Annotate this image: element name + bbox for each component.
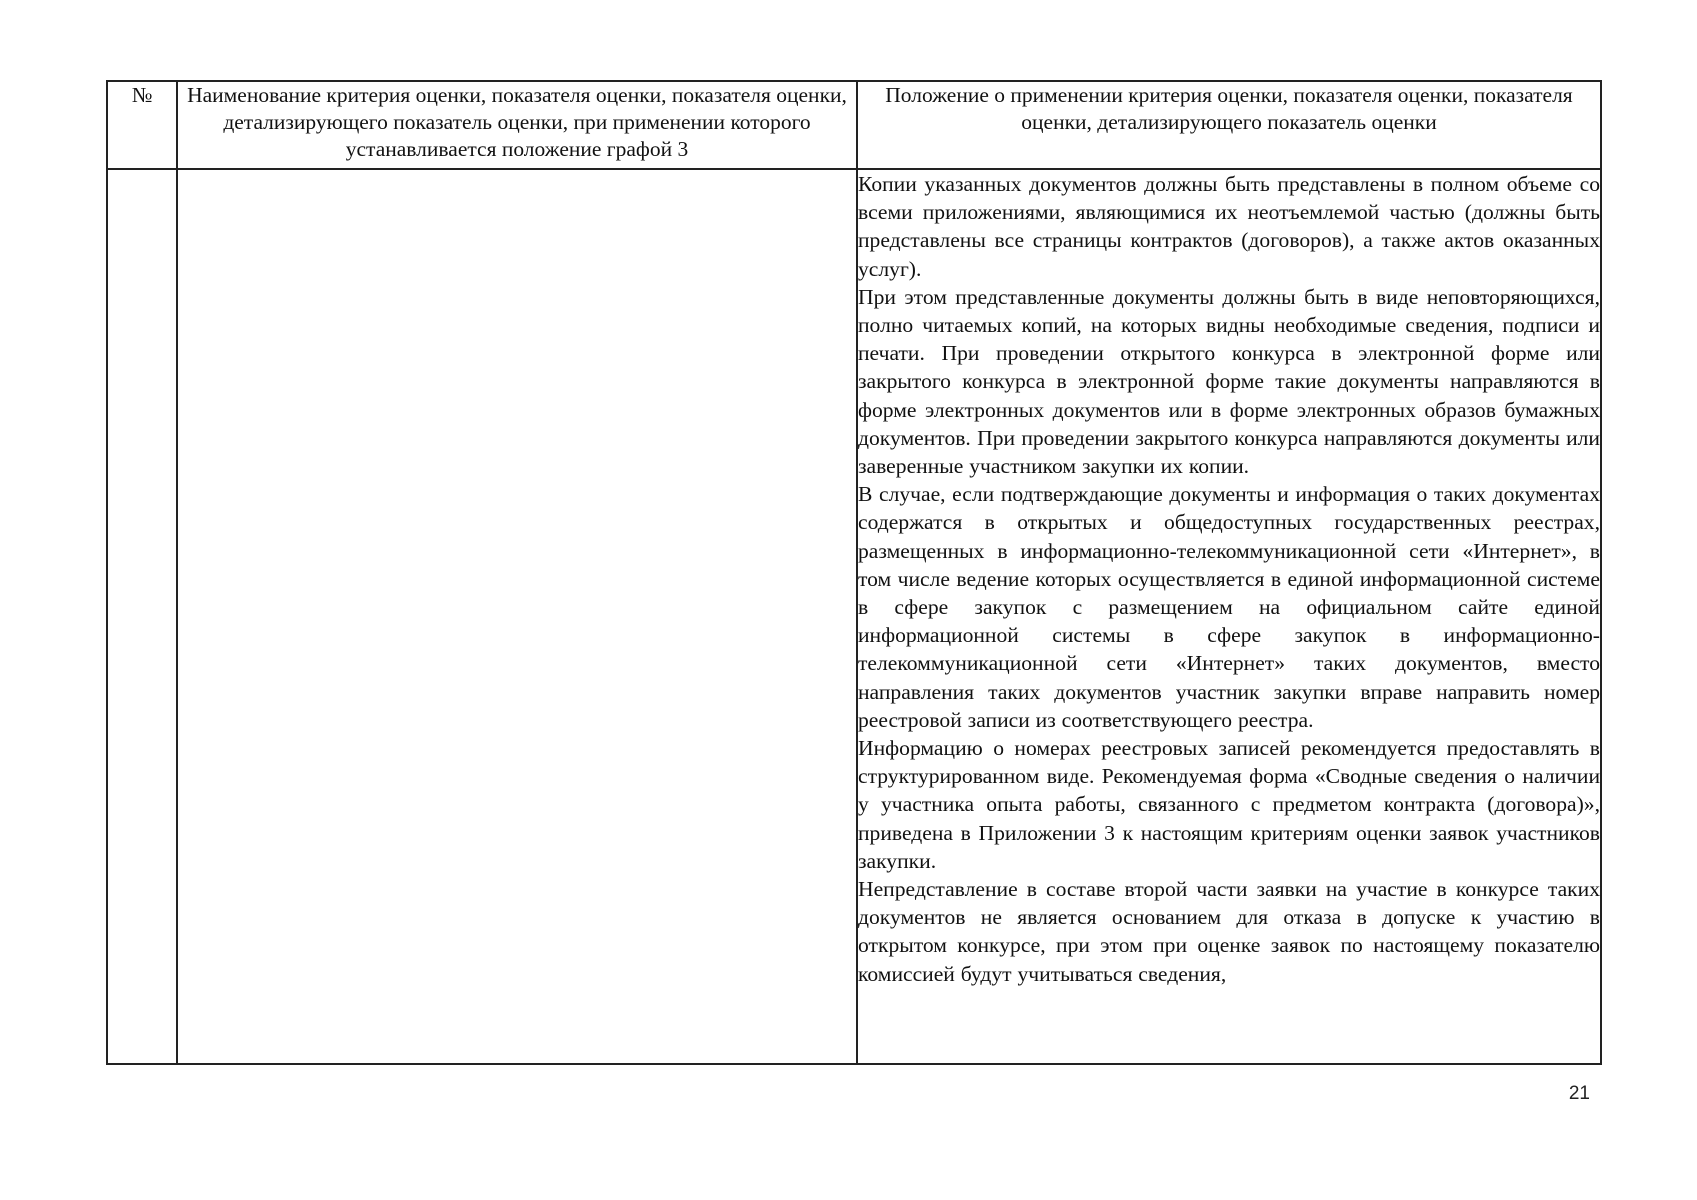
page-number: 21	[1568, 1083, 1590, 1104]
position-paragraph: Непредставление в составе второй части заявки на участие в конкурсе таких документов не является основанием для отказа в допуске к участию в открытом конкурсе, при этом при оценке заявок по настоящему показателю комиссией будут учитываться сведения,	[858, 877, 1600, 986]
header-number: №	[107, 81, 177, 169]
header-criterion-name: Наименование критерия оценки, показателя оценки, показателя оценки, детализирующего показатель оценки, при применении которого устанавливается положение графой 3	[177, 81, 857, 169]
table-row	[107, 169, 1601, 1064]
position-paragraph: Копии указанных документов должны быть представлены в полном объеме со всеми приложениями, являющимися их неотъемлемой частью (должны быть представлены все страницы контрактов (договоров), а также актов оказанных услуг).	[858, 172, 1600, 281]
table-header-row	[107, 81, 1601, 169]
criteria-table	[106, 80, 1602, 1065]
row-position-cell	[857, 169, 1601, 1064]
row-criterion-name-cell	[177, 169, 857, 1064]
position-paragraph: При этом представленные документы должны быть в виде неповторяющихся, полно читаемых копий, на которых видны необходимые сведения, подписи и печати. При проведении открытого конкурса в электронной форме или закрытого конкурса в электронной форме такие документы направляются в форме электронных документов или в форме электронных образов бумажных документов. При проведении закрытого конкурса направляются документы или заверенные участником закупки их копии.	[858, 284, 1600, 479]
header-position: Положение о применении критерия оценки, показателя оценки, показателя оценки, детализирующего показатель оценки	[857, 81, 1601, 169]
position-paragraph: Информацию о номерах реестровых записей рекомендуется предоставлять в структурированном виде. Рекомендуемая форма «Сводные сведения о наличии у участника опыта работы, связанного с предметом контракта (договора)», приведена в Приложении 3 к настоящим критериям оценки заявок участников закупки.	[858, 736, 1600, 873]
position-paragraph: В случае, если подтверждающие документы и информация о таких документах содержатся в открытых и общедоступных государственных реестрах, размещенных в информационно-телекоммуникационной сети «Интернет», в том числе ведение которых осуществляется в единой информационной системе в сфере закупок с размещением на официальном сайте единой информационной системы в сфере закупок в информационно-телекоммуникационной сети «Интернет» таких документов, вместо направления таких документов участник закупки вправе направить номер реестровой записи из соответствующего реестра.	[858, 482, 1600, 732]
row-number-cell	[107, 169, 177, 1064]
